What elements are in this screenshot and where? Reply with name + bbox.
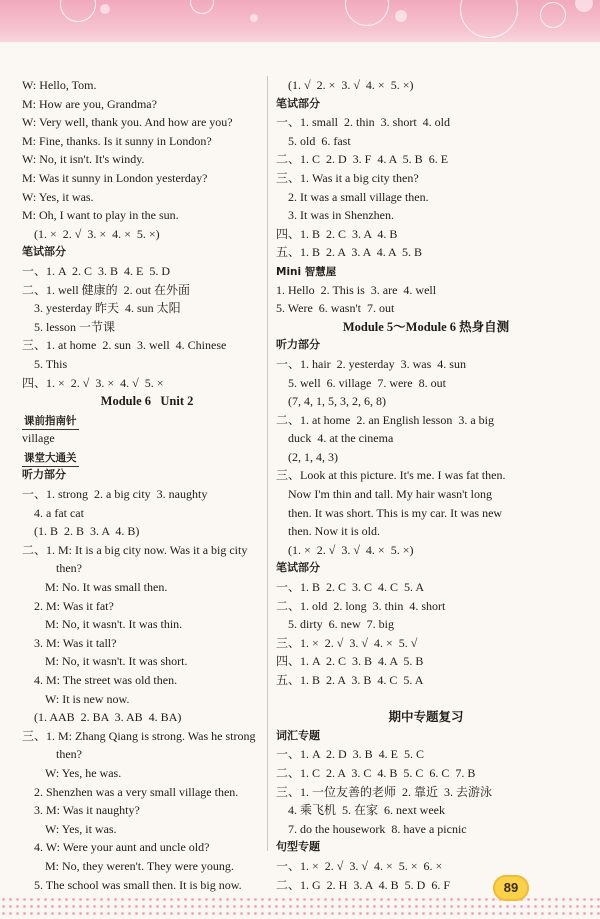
section-heading-text: 笔试部分 — [22, 245, 66, 259]
answer-text: 4. M: The street was old then. — [34, 673, 178, 687]
answer-line — [22, 838, 272, 857]
answer-text: M: No, it wasn't. It was thin. — [45, 617, 183, 632]
answer-text: (7, 4, 1, 5, 3, 2, 6, 8) — [288, 394, 386, 409]
answer-text: 二、1. C 2. A 3. C 4. B 5. C 6. C 7. B — [276, 765, 476, 780]
answer-text: then. Now it is old. — [288, 524, 380, 539]
answer-text: 一、1. small 2. thin 3. short 4. old — [276, 115, 451, 130]
answer-text: 7. do the housework 8. have a picnic — [288, 821, 467, 836]
answer-line — [22, 615, 272, 634]
module-title-text: 期中专题复习 — [388, 710, 464, 725]
answer-line — [276, 671, 576, 690]
column-divider — [267, 76, 268, 851]
answer-text: duck 4. at the cinema — [288, 431, 394, 446]
answer-line — [22, 188, 272, 207]
answer-text: W: It is new now. — [45, 691, 130, 706]
answer-text: 一、1. hair 2. yesterday 3. was 4. sun — [276, 356, 466, 371]
answer-line — [22, 745, 272, 764]
section-heading — [22, 243, 272, 262]
answer-text: 2. Shenzhen was a very small village then. — [34, 784, 239, 799]
answer-text: 5. well 6. village 7. were 8. out — [288, 375, 446, 390]
answer-line — [22, 225, 272, 244]
answer-line — [276, 132, 576, 151]
answer-text: Now I'm thin and tall. My hair wasn't long — [288, 487, 492, 502]
answer-text: 三、1. × 2. √ 3. √ 4. × 5. √ — [276, 635, 418, 650]
answer-text: W: Yes, it was. — [22, 189, 94, 204]
section-heading — [276, 838, 576, 857]
answer-text: W: Very well, thank you. And how are you? — [22, 115, 233, 130]
answer-line — [276, 466, 576, 485]
answer-text: 四、1. A 2. C 3. B 4. A 5. B — [276, 654, 424, 669]
answer-line — [22, 764, 272, 783]
answer-line — [276, 243, 576, 262]
answer-line — [276, 783, 576, 802]
answer-line — [276, 615, 576, 634]
answer-line — [276, 578, 576, 597]
answer-line — [276, 150, 576, 169]
answer-text: 4. W: Were your aunt and uncle old? — [34, 840, 210, 855]
answer-text: W: Yes, he was. — [45, 765, 122, 780]
answer-line — [22, 522, 272, 541]
bubble-decoration — [540, 2, 566, 28]
answer-line — [22, 857, 272, 876]
answer-text: (1. × 2. √ 3. √ 4. × 5. ×) — [288, 542, 414, 557]
answer-text: 一、1. × 2. √ 3. √ 4. × 5. × 6. × — [276, 858, 443, 873]
answer-line — [22, 485, 272, 504]
answer-text: 三、1. Was it a big city then? — [276, 170, 419, 185]
answer-text: (2, 1, 4, 3) — [288, 449, 338, 464]
section-heading-text: 词汇专题 — [276, 728, 320, 742]
answer-text: 5. This — [34, 356, 68, 371]
answer-line — [276, 206, 576, 225]
answer-line — [22, 76, 272, 95]
answer-line — [276, 281, 576, 300]
answer-line — [22, 690, 272, 709]
answer-column-right — [276, 76, 576, 894]
answer-line — [276, 876, 576, 895]
answer-line — [22, 597, 272, 616]
answer-text: M: How are you, Grandma? — [22, 96, 157, 111]
answer-line — [22, 281, 272, 300]
page-number-badge: 89 — [493, 875, 529, 901]
answer-line — [276, 652, 576, 671]
answer-line — [276, 225, 576, 244]
answer-text: 二、1. at home 2. an English lesson 3. a big — [276, 412, 494, 427]
answer-line — [22, 559, 272, 578]
answer-line — [22, 113, 272, 132]
module-title-text: Module 6 Unit 2 — [100, 394, 194, 409]
answer-line — [276, 448, 576, 467]
section-heading — [22, 466, 272, 485]
module-title — [276, 318, 576, 337]
answer-line — [276, 597, 576, 616]
answer-text: (1. √ 2. × 3. √ 4. × 5. ×) — [288, 78, 414, 92]
answer-line — [276, 504, 576, 523]
answer-line — [22, 708, 272, 727]
answer-text: 4. 乘飞机 5. 在家 6. next week — [288, 803, 445, 818]
answer-line — [276, 745, 576, 764]
answer-line — [22, 262, 272, 281]
section-tag — [22, 448, 272, 467]
answer-line — [276, 820, 576, 839]
decorative-header-band — [0, 0, 600, 42]
answer-text: M: No, they weren't. They were young. — [45, 858, 234, 873]
answer-line — [276, 411, 576, 430]
section-heading — [276, 727, 576, 746]
answer-line — [276, 188, 576, 207]
bubble-decoration — [100, 4, 110, 14]
answer-line — [276, 76, 576, 95]
answer-line — [22, 318, 272, 337]
answer-line — [22, 169, 272, 188]
answer-line — [276, 541, 576, 560]
answer-text: W: Hello, Tom. — [22, 78, 97, 92]
answer-text: 四、1. × 2. √ 3. × 4. √ 5. × — [22, 375, 164, 390]
answer-line — [276, 522, 576, 541]
answer-line — [276, 169, 576, 188]
answer-text: 二、1. C 2. D 3. F 4. A 5. B 6. E — [276, 152, 449, 167]
bubble-decoration — [190, 0, 214, 14]
answer-text: 2. It was a small village then. — [288, 189, 429, 204]
answer-text: 二、1. G 2. H 3. A 4. B 5. D 6. F — [276, 877, 451, 892]
answer-text: M: Was it sunny in London yesterday? — [22, 170, 208, 185]
answer-line — [276, 485, 576, 504]
bubble-decoration — [575, 0, 593, 12]
answer-line — [22, 206, 272, 225]
answer-text: 三、1. at home 2. sun 3. well 4. Chinese — [22, 338, 227, 353]
section-heading-text: 听力部分 — [276, 338, 320, 352]
answer-line — [276, 857, 576, 876]
answer-text: W: Yes, it was. — [45, 821, 117, 836]
mini-section-label: Mini 智慧屋 — [276, 265, 337, 278]
answer-text: 二、1. well 健康的 2. out 在外面 — [22, 282, 190, 297]
answer-line — [22, 541, 272, 560]
section-heading-text: 笔试部分 — [276, 561, 320, 575]
answer-line — [22, 652, 272, 671]
answer-text: 4. a fat cat — [34, 505, 84, 520]
section-tag — [22, 411, 272, 430]
section-heading-text: 听力部分 — [22, 468, 66, 482]
answer-line — [22, 671, 272, 690]
answer-text: 5. dirty 6. new 7. big — [288, 617, 394, 632]
answer-text: 5. old 6. fast — [288, 133, 351, 148]
answer-text: 五、1. B 2. A 3. A 4. A 5. B — [276, 245, 423, 260]
answer-text: 5. Were 6. wasn't 7. out — [276, 301, 395, 316]
section-heading — [276, 95, 576, 114]
section-tag-label: 课前指南针 — [22, 414, 79, 430]
bubble-decoration — [60, 0, 96, 22]
answer-line — [22, 95, 272, 114]
answer-text: M: No, it wasn't. It was short. — [45, 654, 188, 669]
answer-text: (1. AAB 2. BA 3. AB 4. BA) — [34, 710, 182, 725]
answer-line — [276, 113, 576, 132]
answer-text: 五、1. B 2. A 3. B 4. C 5. A — [276, 673, 424, 687]
bubble-decoration — [460, 0, 518, 38]
answer-text: (1. × 2. √ 3. × 4. × 5. ×) — [34, 226, 160, 241]
answer-line — [276, 801, 576, 820]
answer-text: 1. Hello 2. This is 3. are 4. well — [276, 282, 437, 297]
answer-text: 一、1. A 2. D 3. B 4. E 5. C — [276, 747, 425, 762]
answer-line — [22, 355, 272, 374]
answer-text: 2. M: Was it fat? — [34, 598, 114, 613]
answer-line — [22, 336, 272, 355]
answer-line — [22, 783, 272, 802]
answer-text: 5. The school was small then. It is big now. — [34, 877, 242, 892]
answer-text: 三、Look at this picture. It's me. I was fat then. — [276, 468, 506, 483]
answer-line — [22, 634, 272, 653]
answer-text: 二、1. old 2. long 3. thin 4. short — [276, 598, 446, 613]
answer-text: 5. lesson 一节课 — [34, 319, 116, 334]
module-title — [276, 708, 576, 727]
answer-text: 三、1. M: Zhang Qiang is strong. Was he strong — [22, 728, 256, 743]
answer-line — [276, 392, 576, 411]
answer-text: 三、1. 一位友善的老师 2. 靠近 3. 去游泳 — [276, 784, 493, 799]
answer-text: M: No. It was small then. — [45, 580, 168, 595]
answer-text: then. It was short. This is my car. It was new — [288, 505, 503, 520]
answer-text: M: Oh, I want to play in the sun. — [22, 208, 179, 223]
bubble-decoration — [395, 10, 407, 22]
bubble-decoration — [345, 0, 389, 26]
answer-text: 一、1. A 2. C 3. B 4. E 5. D — [22, 263, 171, 278]
answer-text: then? — [56, 561, 82, 576]
answer-text: (1. B 2. B 3. A 4. B) — [34, 524, 140, 539]
answer-text: 二、1. M: It is a big city now. Was it a big city — [22, 542, 248, 557]
section-tag-label: 课堂大通关 — [22, 451, 79, 467]
answer-text: village — [22, 431, 55, 446]
answer-line — [22, 150, 272, 169]
answer-line — [276, 634, 576, 653]
answer-line — [22, 429, 272, 448]
answer-line — [22, 299, 272, 318]
answer-line — [276, 299, 576, 318]
answer-line — [22, 374, 272, 393]
answer-line — [22, 132, 272, 151]
answer-line — [276, 355, 576, 374]
answer-line — [22, 578, 272, 597]
answer-text: 3. M: Was it naughty? — [34, 803, 140, 818]
answer-text: 四、1. B 2. C 3. A 4. B — [276, 226, 398, 241]
answer-line — [22, 801, 272, 820]
module-title — [22, 392, 272, 411]
answer-line — [22, 504, 272, 523]
answer-line — [22, 876, 272, 895]
answer-text: 一、1. B 2. C 3. C 4. C 5. A — [276, 580, 425, 595]
section-heading — [276, 336, 576, 355]
answer-line — [22, 727, 272, 746]
answer-line — [22, 820, 272, 839]
answer-text: 3. It was in Shenzhen. — [288, 208, 394, 223]
answer-text: M: Fine, thanks. Is it sunny in London? — [22, 133, 212, 148]
answer-text: 一、1. strong 2. a big city 3. naughty — [22, 487, 208, 502]
mini-section-tag — [276, 262, 576, 281]
answer-text: W: No, it isn't. It's windy. — [22, 152, 145, 167]
answer-text: 3. yesterday 昨天 4. sun 太阳 — [34, 301, 181, 316]
answer-line — [276, 374, 576, 393]
module-title-text: Module 5～Module 6 热身自测 — [342, 319, 510, 334]
answer-line — [276, 764, 576, 783]
bubble-decoration — [250, 14, 258, 22]
section-heading — [276, 559, 576, 578]
section-heading-text: 句型专题 — [276, 840, 320, 854]
section-heading-text: 笔试部分 — [276, 96, 320, 110]
answer-line — [276, 429, 576, 448]
answer-text: 3. M: Was it tall? — [34, 635, 117, 650]
answer-column-left — [22, 76, 272, 894]
answer-line — [276, 690, 576, 709]
answer-text: then? — [56, 747, 82, 762]
